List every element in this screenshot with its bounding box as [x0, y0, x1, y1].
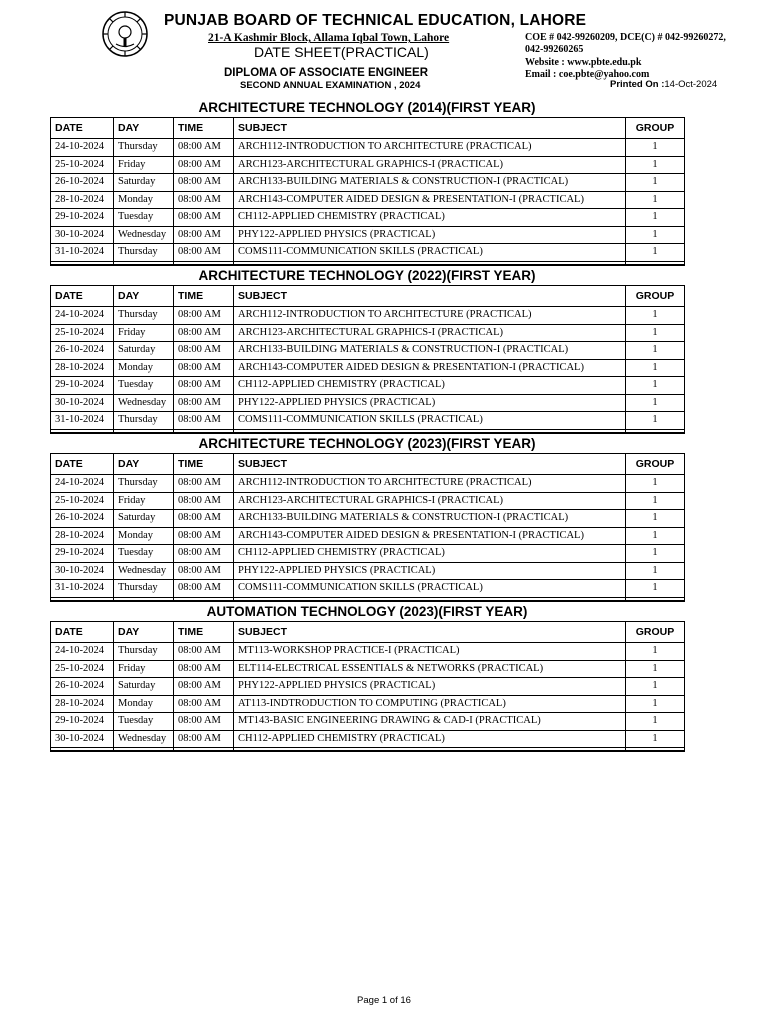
table-cell: Wednesday [114, 730, 174, 748]
table-cell: 08:00 AM [174, 695, 234, 713]
column-header: GROUP [626, 454, 685, 475]
table-row [51, 545, 685, 563]
table-cell: 08:00 AM [174, 527, 234, 545]
table-row [51, 244, 685, 262]
table-cell: 08:00 AM [174, 713, 234, 731]
table-row [51, 342, 685, 360]
column-header: SUBJECT [234, 454, 626, 475]
table-cell: 1 [626, 678, 685, 696]
table-cell: Thursday [114, 412, 174, 430]
table-end-rule [51, 748, 685, 752]
table-cell: Tuesday [114, 209, 174, 227]
table-row [51, 510, 685, 528]
website-line [525, 57, 726, 69]
table-row [51, 492, 685, 510]
table-row [51, 412, 685, 430]
printed-label: Printed On : [610, 79, 665, 90]
table-row [51, 139, 685, 157]
table-cell: 31-10-2024 [51, 412, 114, 430]
table-cell: 1 [626, 244, 685, 262]
table-cell: 24-10-2024 [51, 475, 114, 493]
column-header: TIME [174, 118, 234, 139]
email-link[interactable]: coe.pbte@yahoo.com [558, 69, 650, 81]
table-cell: 08:00 AM [174, 209, 234, 227]
table-cell: 1 [626, 562, 685, 580]
table-cell: Thursday [114, 643, 174, 661]
table-cell: 08:00 AM [174, 643, 234, 661]
board-address: 21-A Kashmir Block, Allama Iqbal Town, Lahore [208, 32, 450, 44]
table-row [51, 156, 685, 174]
table-cell: 25-10-2024 [51, 324, 114, 342]
table-cell: Monday [114, 695, 174, 713]
table-row [51, 394, 685, 412]
table-cell: Friday [114, 492, 174, 510]
table-cell: ARCH133-BUILDING MATERIALS & CONSTRUCTION-I (PRACTICAL) [234, 510, 626, 528]
table-row [51, 307, 685, 325]
table-row [51, 562, 685, 580]
table-cell: 1 [626, 209, 685, 227]
exam-title: SECOND ANNUAL EXAMINATION , 2024 [240, 80, 421, 91]
table-cell: 31-10-2024 [51, 244, 114, 262]
column-header: DATE [51, 622, 114, 643]
table-cell: PHY122-APPLIED PHYSICS (PRACTICAL) [234, 394, 626, 412]
table-cell: 08:00 AM [174, 226, 234, 244]
table-cell: Saturday [114, 678, 174, 696]
schedule-table [50, 285, 685, 434]
table-cell: 08:00 AM [174, 307, 234, 325]
schedule-table [50, 621, 685, 752]
table-row [51, 191, 685, 209]
table-cell: 1 [626, 580, 685, 598]
table-cell: Thursday [114, 139, 174, 157]
table-row [51, 678, 685, 696]
board-logo-icon [102, 11, 148, 57]
page-number: Page 1 of 16 [357, 995, 411, 1006]
table-row [51, 226, 685, 244]
table-header-row [51, 286, 685, 307]
table-cell: 1 [626, 324, 685, 342]
table-cell: 08:00 AM [174, 191, 234, 209]
table-cell: Tuesday [114, 545, 174, 563]
table-row [51, 695, 685, 713]
table-row [51, 643, 685, 661]
table-row [51, 660, 685, 678]
table-cell: 26-10-2024 [51, 342, 114, 360]
table-cell: 1 [626, 394, 685, 412]
table-cell: 1 [626, 730, 685, 748]
table-cell: 08:00 AM [174, 545, 234, 563]
table-cell: 25-10-2024 [51, 492, 114, 510]
table-cell: ARCH123-ARCHITECTURAL GRAPHICS-I (PRACTICAL) [234, 492, 626, 510]
table-cell: 08:00 AM [174, 492, 234, 510]
table-cell: MT143-BASIC ENGINEERING DRAWING & CAD-I (PRACTICAL) [234, 713, 626, 731]
table-cell: 08:00 AM [174, 359, 234, 377]
table-cell: 29-10-2024 [51, 713, 114, 731]
column-header: TIME [174, 454, 234, 475]
table-cell: Friday [114, 156, 174, 174]
table-cell: 28-10-2024 [51, 359, 114, 377]
table-cell: PHY122-APPLIED PHYSICS (PRACTICAL) [234, 226, 626, 244]
table-cell: 08:00 AM [174, 412, 234, 430]
table-cell: 1 [626, 139, 685, 157]
table-cell: ARCH143-COMPUTER AIDED DESIGN & PRESENTATION-I (PRACTICAL) [234, 527, 626, 545]
table-cell: 08:00 AM [174, 342, 234, 360]
contact-phone-2: 042-99260265 [525, 44, 584, 56]
table-cell: 08:00 AM [174, 156, 234, 174]
table-cell: 26-10-2024 [51, 678, 114, 696]
column-header: DAY [114, 622, 174, 643]
table-cell: 1 [626, 492, 685, 510]
table-cell: ELT114-ELECTRICAL ESSENTIALS & NETWORKS (PRACTICAL) [234, 660, 626, 678]
table-row [51, 209, 685, 227]
table-cell: 25-10-2024 [51, 156, 114, 174]
table-cell: 1 [626, 695, 685, 713]
table-cell: 08:00 AM [174, 244, 234, 262]
schedule-table [50, 453, 685, 602]
diploma-title: DIPLOMA OF ASSOCIATE ENGINEER [224, 67, 429, 79]
table-cell: Tuesday [114, 713, 174, 731]
table-cell: 25-10-2024 [51, 660, 114, 678]
column-header: DATE [51, 454, 114, 475]
table-cell: Monday [114, 359, 174, 377]
contact-block [525, 32, 726, 82]
table-cell: Friday [114, 324, 174, 342]
table-cell: 08:00 AM [174, 510, 234, 528]
table-cell: Saturday [114, 510, 174, 528]
schedule-table [50, 117, 685, 266]
table-cell: CH112-APPLIED CHEMISTRY (PRACTICAL) [234, 730, 626, 748]
contact-phone: COE # 042-99260209, DCE(C) # 042-99260272, [525, 32, 726, 43]
table-cell: COMS111-COMMUNICATION SKILLS (PRACTICAL) [234, 580, 626, 598]
table-cell: 30-10-2024 [51, 226, 114, 244]
table-header-row [51, 118, 685, 139]
table-cell: Wednesday [114, 394, 174, 412]
sheet-title: DATE SHEET(PRACTICAL) [254, 44, 429, 60]
table-cell: Thursday [114, 580, 174, 598]
table-cell: 24-10-2024 [51, 307, 114, 325]
table-cell: Thursday [114, 244, 174, 262]
table-row [51, 359, 685, 377]
table-cell: 1 [626, 377, 685, 395]
table-cell: ARCH123-ARCHITECTURAL GRAPHICS-I (PRACTICAL) [234, 156, 626, 174]
column-header: DAY [114, 286, 174, 307]
table-cell: 1 [626, 226, 685, 244]
table-row [51, 527, 685, 545]
table-cell: 08:00 AM [174, 660, 234, 678]
table-cell: CH112-APPLIED CHEMISTRY (PRACTICAL) [234, 377, 626, 395]
column-header: DAY [114, 454, 174, 475]
table-cell: ARCH123-ARCHITECTURAL GRAPHICS-I (PRACTICAL) [234, 324, 626, 342]
table-cell: 08:00 AM [174, 562, 234, 580]
table-cell: 1 [626, 156, 685, 174]
table-end-rule [51, 597, 685, 601]
table-cell: 29-10-2024 [51, 377, 114, 395]
table-cell: PHY122-APPLIED PHYSICS (PRACTICAL) [234, 678, 626, 696]
table-cell: Friday [114, 660, 174, 678]
table-cell: 29-10-2024 [51, 209, 114, 227]
table-cell: 28-10-2024 [51, 695, 114, 713]
table-cell: ARCH133-BUILDING MATERIALS & CONSTRUCTION-I (PRACTICAL) [234, 174, 626, 192]
table-cell: 30-10-2024 [51, 562, 114, 580]
table-cell: CH112-APPLIED CHEMISTRY (PRACTICAL) [234, 209, 626, 227]
table-row [51, 475, 685, 493]
table-cell: 1 [626, 174, 685, 192]
table-cell: 08:00 AM [174, 139, 234, 157]
table-row [51, 713, 685, 731]
table-cell: Saturday [114, 174, 174, 192]
table-cell: 26-10-2024 [51, 174, 114, 192]
table-cell: ARCH112-INTRODUCTION TO ARCHITECTURE (PRACTICAL) [234, 139, 626, 157]
table-cell: 28-10-2024 [51, 191, 114, 209]
table-cell: 08:00 AM [174, 580, 234, 598]
table-cell: 26-10-2024 [51, 510, 114, 528]
column-header: TIME [174, 286, 234, 307]
table-cell: 1 [626, 359, 685, 377]
table-cell: CH112-APPLIED CHEMISTRY (PRACTICAL) [234, 545, 626, 563]
table-cell: Monday [114, 527, 174, 545]
table-cell: COMS111-COMMUNICATION SKILLS (PRACTICAL) [234, 412, 626, 430]
table-cell: 30-10-2024 [51, 394, 114, 412]
column-header: GROUP [626, 286, 685, 307]
section-title: ARCHITECTURE TECHNOLOGY (2022)(FIRST YEAR) [198, 268, 536, 283]
table-cell: 1 [626, 412, 685, 430]
table-cell: 1 [626, 510, 685, 528]
website-label: Website : [525, 56, 565, 68]
table-row [51, 580, 685, 598]
column-header: DATE [51, 118, 114, 139]
table-cell: ARCH143-COMPUTER AIDED DESIGN & PRESENTATION-I (PRACTICAL) [234, 191, 626, 209]
table-cell: 24-10-2024 [51, 139, 114, 157]
printed-on [610, 79, 717, 90]
column-header: DAY [114, 118, 174, 139]
table-cell: 1 [626, 545, 685, 563]
table-cell: 08:00 AM [174, 394, 234, 412]
table-header-row [51, 622, 685, 643]
table-end-rule [51, 261, 685, 265]
section-title: ARCHITECTURE TECHNOLOGY (2023)(FIRST YEAR) [198, 436, 536, 451]
table-row [51, 377, 685, 395]
table-cell: 1 [626, 475, 685, 493]
table-cell: Thursday [114, 307, 174, 325]
section-title: AUTOMATION TECHNOLOGY (2023)(FIRST YEAR) [206, 604, 528, 619]
column-header: DATE [51, 286, 114, 307]
table-cell: 1 [626, 307, 685, 325]
table-cell: 30-10-2024 [51, 730, 114, 748]
table-row [51, 174, 685, 192]
section-title: ARCHITECTURE TECHNOLOGY (2014)(FIRST YEAR) [198, 100, 536, 115]
printed-date: 14-Oct-2024 [664, 79, 718, 90]
table-cell: 1 [626, 713, 685, 731]
table-cell: 1 [626, 527, 685, 545]
column-header: SUBJECT [234, 622, 626, 643]
table-cell: 1 [626, 643, 685, 661]
table-cell: Wednesday [114, 562, 174, 580]
table-cell: 08:00 AM [174, 174, 234, 192]
table-cell: 08:00 AM [174, 377, 234, 395]
table-cell: 08:00 AM [174, 730, 234, 748]
table-cell: 1 [626, 191, 685, 209]
table-cell: 08:00 AM [174, 678, 234, 696]
table-cell: 24-10-2024 [51, 643, 114, 661]
table-cell: Wednesday [114, 226, 174, 244]
table-cell: 08:00 AM [174, 475, 234, 493]
table-cell: Thursday [114, 475, 174, 493]
table-cell: AT113-INDTRODUCTION TO COMPUTING (PRACTICAL) [234, 695, 626, 713]
table-row [51, 730, 685, 748]
table-cell: PHY122-APPLIED PHYSICS (PRACTICAL) [234, 562, 626, 580]
table-cell: ARCH112-INTRODUCTION TO ARCHITECTURE (PRACTICAL) [234, 307, 626, 325]
table-end-rule [51, 429, 685, 433]
column-header: GROUP [626, 118, 685, 139]
column-header: SUBJECT [234, 286, 626, 307]
table-cell: ARCH143-COMPUTER AIDED DESIGN & PRESENTATION-I (PRACTICAL) [234, 359, 626, 377]
table-cell: 28-10-2024 [51, 527, 114, 545]
column-header: GROUP [626, 622, 685, 643]
board-name: PUNJAB BOARD OF TECHNICAL EDUCATION, LAHORE [164, 12, 587, 29]
column-header: TIME [174, 622, 234, 643]
table-row [51, 324, 685, 342]
table-cell: Saturday [114, 342, 174, 360]
table-cell: MT113-WORKSHOP PRACTICE-I (PRACTICAL) [234, 643, 626, 661]
table-cell: 08:00 AM [174, 324, 234, 342]
table-cell: Monday [114, 191, 174, 209]
table-cell: ARCH133-BUILDING MATERIALS & CONSTRUCTION-I (PRACTICAL) [234, 342, 626, 360]
table-header-row [51, 454, 685, 475]
table-cell: 29-10-2024 [51, 545, 114, 563]
column-header: SUBJECT [234, 118, 626, 139]
table-cell: COMS111-COMMUNICATION SKILLS (PRACTICAL) [234, 244, 626, 262]
table-cell: ARCH112-INTRODUCTION TO ARCHITECTURE (PRACTICAL) [234, 475, 626, 493]
email-label: Email : [525, 69, 557, 81]
table-cell: Tuesday [114, 377, 174, 395]
table-cell: 1 [626, 342, 685, 360]
table-cell: 1 [626, 660, 685, 678]
website-link[interactable]: www.pbte.edu.pk [567, 56, 642, 68]
table-cell: 31-10-2024 [51, 580, 114, 598]
